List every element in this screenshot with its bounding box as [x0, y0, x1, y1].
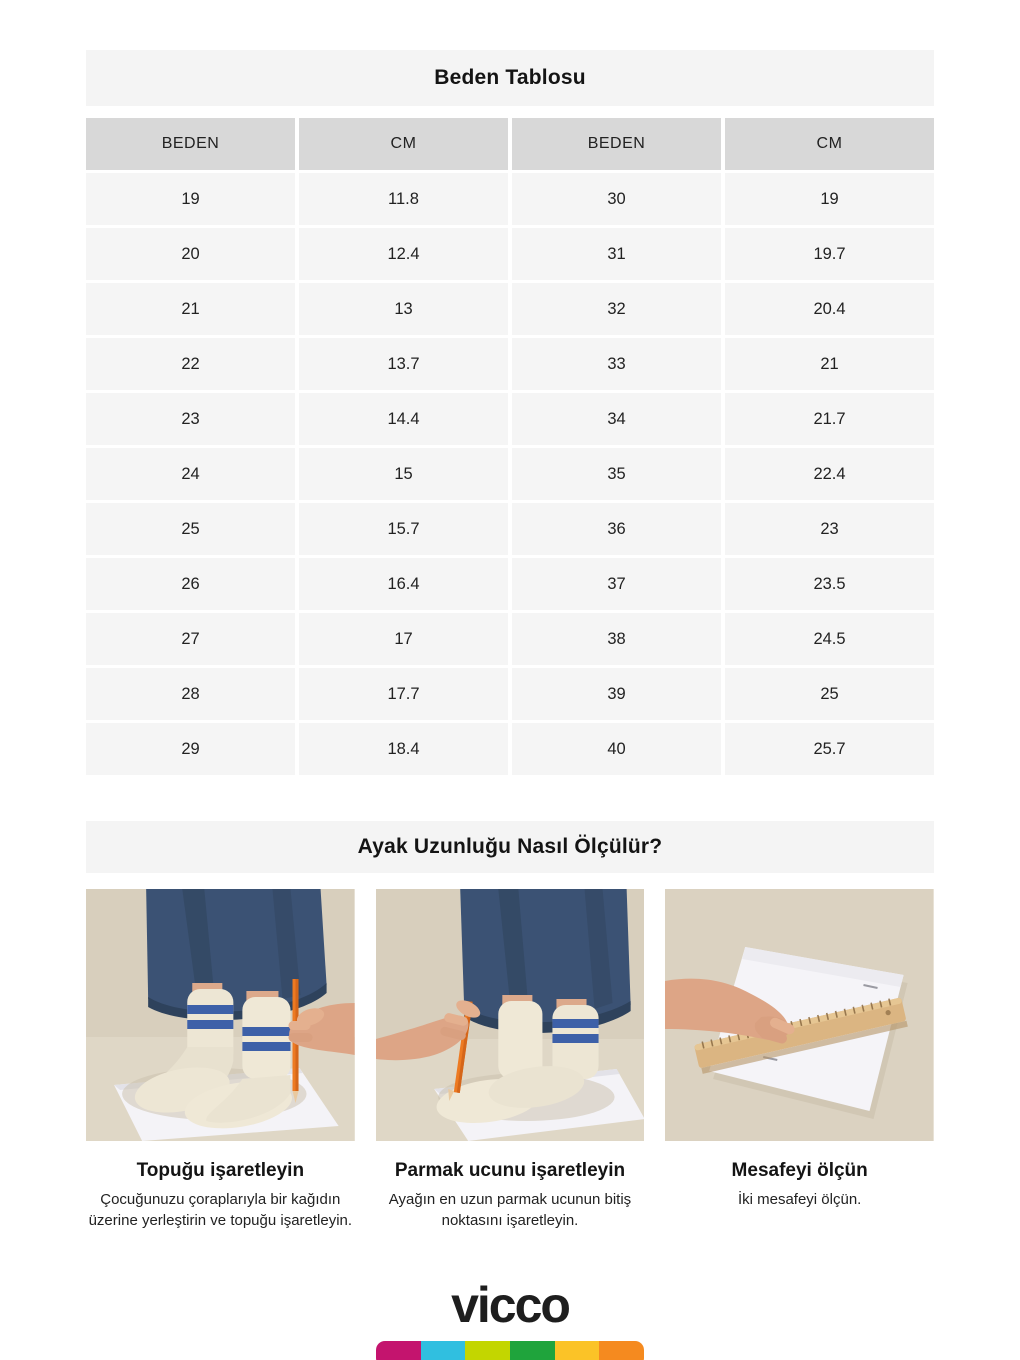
table-cell: 37 — [512, 558, 721, 610]
measure-section-banner — [86, 821, 934, 873]
table-cell: 22.4 — [725, 448, 934, 500]
table-cell: 11.8 — [299, 173, 508, 225]
table-cell: 26 — [86, 558, 295, 610]
table-cell: 19 — [86, 173, 295, 225]
table-cell: 20 — [86, 228, 295, 280]
table-cell: 18.4 — [299, 723, 508, 775]
table-cell: 28 — [86, 668, 295, 720]
brand-color-bar — [376, 1341, 644, 1360]
color-bar-segment — [376, 1341, 421, 1360]
table-cell: 30 — [512, 173, 721, 225]
table-cell: 25 — [86, 503, 295, 555]
step-measure-distance — [665, 889, 934, 1232]
brand-footer — [86, 1276, 934, 1360]
column-header-beden-1: BEDEN — [86, 118, 295, 170]
table-cell: 31 — [512, 228, 721, 280]
table-cell: 19 — [725, 173, 934, 225]
table-cell: 36 — [512, 503, 721, 555]
table-cell: 25 — [725, 668, 934, 720]
color-bar-segment — [465, 1341, 510, 1360]
table-cell: 15.7 — [299, 503, 508, 555]
table-cell: 23 — [86, 393, 295, 445]
table-cell: 23.5 — [725, 558, 934, 610]
table-cell: 17 — [299, 613, 508, 665]
table-cell: 25.7 — [725, 723, 934, 775]
table-cell: 17.7 — [299, 668, 508, 720]
step-title: Mesafeyi ölçün — [731, 1160, 868, 1181]
column-header-cm-2: CM — [725, 118, 934, 170]
table-cell: 21 — [86, 283, 295, 335]
table-cell: 21 — [725, 338, 934, 390]
ruler-measuring-photo — [665, 889, 934, 1141]
table-cell: 12.4 — [299, 228, 508, 280]
table-cell: 16.4 — [299, 558, 508, 610]
color-bar-segment — [555, 1341, 600, 1360]
table-cell: 15 — [299, 448, 508, 500]
step-mark-heel — [86, 889, 355, 1232]
step-title: Parmak ucunu işaretleyin — [394, 1160, 626, 1181]
table-cell: 27 — [86, 613, 295, 665]
table-cell: 40 — [512, 723, 721, 775]
vicco-logo: vicco — [451, 1276, 569, 1333]
table-cell: 32 — [512, 283, 721, 335]
table-cell: 13.7 — [299, 338, 508, 390]
step-title: Topuğu işaretleyin — [136, 1160, 305, 1181]
size-table — [86, 118, 934, 775]
measure-section-title: Ayak Uzunluğu Nasıl Ölçülür? — [357, 835, 663, 858]
table-cell: 33 — [512, 338, 721, 390]
table-cell: 14.4 — [299, 393, 508, 445]
table-cell: 38 — [512, 613, 721, 665]
toe-marking-photo — [376, 889, 645, 1141]
step-description: İki mesafeyi ölçün. — [737, 1191, 862, 1208]
color-bar-segment — [421, 1341, 466, 1360]
step-description: Ayağın en uzun parmak ucunun bitiş noktasını işaretleyin. — [388, 1191, 632, 1230]
table-cell: 22 — [86, 338, 295, 390]
heel-marking-photo — [86, 889, 355, 1141]
table-cell: 19.7 — [725, 228, 934, 280]
table-cell: 23 — [725, 503, 934, 555]
color-bar-segment — [510, 1341, 555, 1360]
color-bar-segment — [599, 1341, 644, 1360]
table-cell: 24 — [86, 448, 295, 500]
column-header-cm-1: CM — [299, 118, 508, 170]
table-cell: 21.7 — [725, 393, 934, 445]
table-cell: 35 — [512, 448, 721, 500]
step-description: Çocuğunuzu çoraplarıyla bir kağıdın üzerine yerleştirin ve topuğu işaretleyin. — [88, 1191, 353, 1230]
table-cell: 13 — [299, 283, 508, 335]
table-cell: 29 — [86, 723, 295, 775]
table-cell: 34 — [512, 393, 721, 445]
table-cell: 24.5 — [725, 613, 934, 665]
size-chart-title: Beden Tablosu — [434, 66, 586, 89]
step-mark-toe — [376, 889, 645, 1232]
table-cell: 20.4 — [725, 283, 934, 335]
measure-steps — [86, 889, 934, 1232]
size-chart-banner — [86, 50, 934, 106]
table-cell: 39 — [512, 668, 721, 720]
column-header-beden-2: BEDEN — [512, 118, 721, 170]
